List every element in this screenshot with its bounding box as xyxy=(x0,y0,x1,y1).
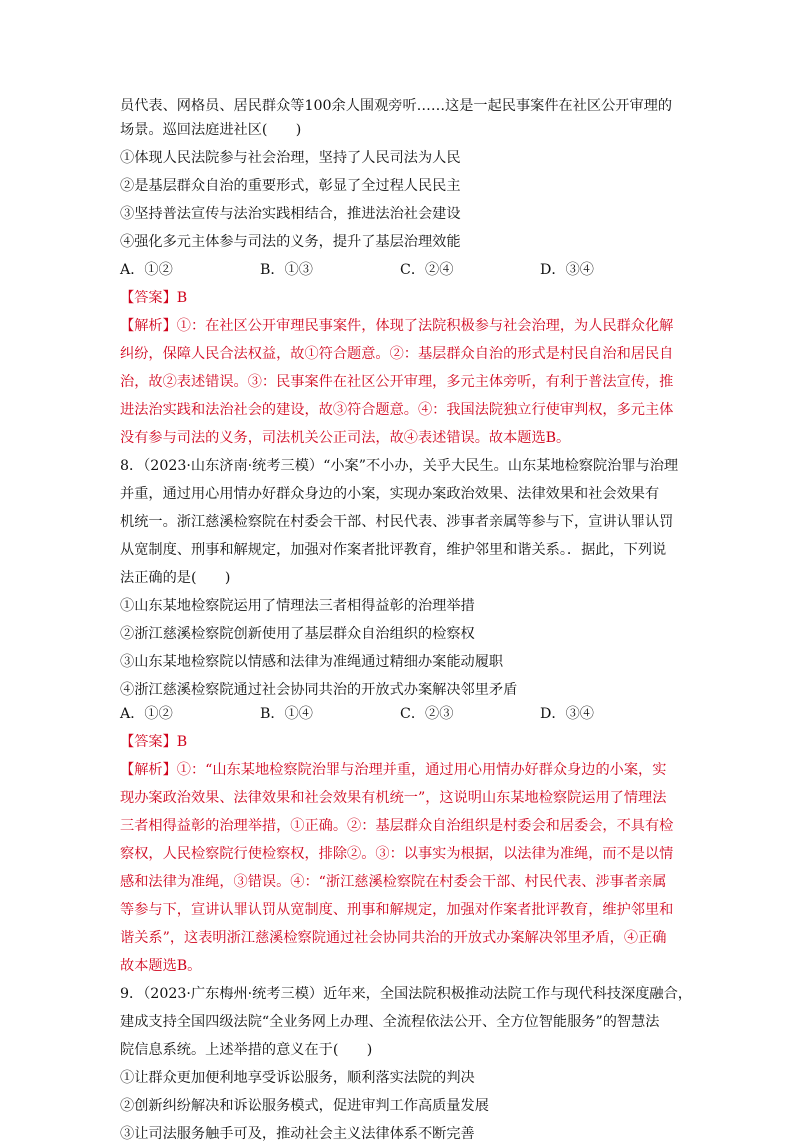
choice-item-2: ②是基层群众自治的重要形式，彰显了全过程人民民主 xyxy=(120,178,461,194)
question-9 xyxy=(120,982,690,1146)
analysis-line: 进法治实践和法治社会的建设，故③符合题意。④：我国法院独立行使审判权，多元主体 xyxy=(120,402,674,418)
analysis-line: 谐关系”，这表明浙江慈溪检察院通过社会协同共治的开放式办案解决邻里矛盾，④正确 xyxy=(120,930,667,946)
choice-item-3: ③山东某地检察院以情感和法律为准绳通过精细办案能动履职 xyxy=(120,654,504,670)
answer-label: 【答案】B xyxy=(120,734,188,750)
analysis-line: 【解析】①：在社区公开审理民事案件，体现了法院积极参与社会治理，为人民群众化解 xyxy=(120,318,674,334)
answer-options xyxy=(120,702,690,726)
analysis-line: 察权，人民检察院行使检察权，排除②。③：以事实为根据，以法律为准绳，而不是以情 xyxy=(120,846,674,862)
analysis-line: 等参与下，宣讲认罪认罚从宽制度、刑事和解规定，加强对作案者批评教育，维护邻里和 xyxy=(120,902,674,918)
question-stem-line: 并重，通过用心用情办好群众身边的小案，实现办案政治效果、法律效果和社会效果有 xyxy=(120,486,660,502)
option-c: C．②④ xyxy=(400,262,454,278)
question-stem-line: 8．（2023·山东济南·统考三模）“小案”不小办，关乎大民生。山东某地检察院治罪与治理 xyxy=(120,458,679,474)
page-content xyxy=(120,94,690,1146)
analysis-line: 治，故②表述错误。③：民事案件在社区公开审理，多元主体旁听，有利于普法宣传，推 xyxy=(120,374,674,390)
option-b: B．①④ xyxy=(260,706,313,722)
question-stem-line: 法正确的是( ) xyxy=(120,570,231,586)
analysis-line: 感和法律为准绳，③错误。④：“浙江慈溪检察院在村委会干部、村民代表、涉事者亲属 xyxy=(120,874,667,890)
question-stem-line: 从宽制度、刑事和解规定，加强对作案者批评教育，维护邻里和谐关系。．据此，下列说 xyxy=(120,542,667,558)
option-d: D．③④ xyxy=(540,706,594,722)
analysis-line: 【解析】①：“山东某地检察院治罪与治理并重，通过用心用情办好群众身边的小案，实 xyxy=(120,762,667,778)
question-stem-line: 机统一。浙江慈溪检察院在村委会干部、村民代表、涉事者亲属等参与下，宣讲认罪认罚 xyxy=(120,514,674,530)
question-stem-line: 场景。巡回法庭进社区( ) xyxy=(120,122,302,138)
choice-item-4: ④浙江慈溪检察院通过社会协同共治的开放式办案解决邻里矛盾 xyxy=(120,682,518,698)
question-stem-line: 9．（2023·广东梅州·统考三模）近年来，全国法院积极推动法院工作与现代科技深度融合， xyxy=(120,986,692,1002)
answer-label: 【答案】B xyxy=(120,290,188,306)
option-a: A．①② xyxy=(120,262,173,278)
option-a: A．①② xyxy=(120,706,173,722)
option-c: C．②③ xyxy=(400,706,454,722)
question-stem-line: 院信息系统。上述举措的意义在于( ) xyxy=(120,1042,373,1058)
choice-item-3: ③让司法服务触手可及，推动社会主义法律体系不断完善 xyxy=(120,1126,475,1142)
question-8 xyxy=(120,454,690,978)
choice-item-3: ③坚持普法宣传与法治实践相结合，推进法治社会建设 xyxy=(120,206,461,222)
analysis-line: 故本题选B。 xyxy=(120,958,202,974)
choice-item-2: ②创新纠纷解决和诉讼服务模式，促进审判工作高质量发展 xyxy=(120,1098,489,1114)
choice-item-2: ②浙江慈溪检察院创新使用了基层群众自治组织的检察权 xyxy=(120,626,475,642)
option-b: B．①③ xyxy=(260,262,313,278)
analysis-line: 纠纷，保障人民合法权益，故①符合题意。②：基层群众自治的形式是村民自治和居民自 xyxy=(120,346,674,362)
question-7 xyxy=(120,94,690,450)
analysis-line: 没有参与司法的义务，司法机关公正司法，故④表述错误。故本题选B。 xyxy=(120,430,571,446)
question-stem-line: 建成支持全国四级法院“全业务网上办理、全流程依法公开、全方位智能服务”的智慧法 xyxy=(120,1014,660,1030)
analysis-line: 现办案政治效果、法律效果和社会效果有机统一”，这说明山东某地检察院运用了情理法 xyxy=(120,790,667,806)
question-stem-line: 员代表、网格员、居民群众等100余人围观旁听……这是一起民事案件在社区公开审理的 xyxy=(120,98,673,114)
choice-item-1: ①让群众更加便利地享受诉讼服务，顺利落实法院的判决 xyxy=(120,1070,475,1086)
option-d: D．③④ xyxy=(540,262,594,278)
choice-item-1: ①体现人民法院参与社会治理，坚持了人民司法为人民 xyxy=(120,150,461,166)
choice-item-1: ①山东某地检察院运用了情理法三者相得益彰的治理举措 xyxy=(120,598,475,614)
choice-item-4: ④强化多元主体参与司法的义务，提升了基层治理效能 xyxy=(120,234,461,250)
answer-options xyxy=(120,258,690,282)
analysis-line: 三者相得益彰的治理举措，①正确。②：基层群众自治组织是村委会和居委会，不具有检 xyxy=(120,818,674,834)
